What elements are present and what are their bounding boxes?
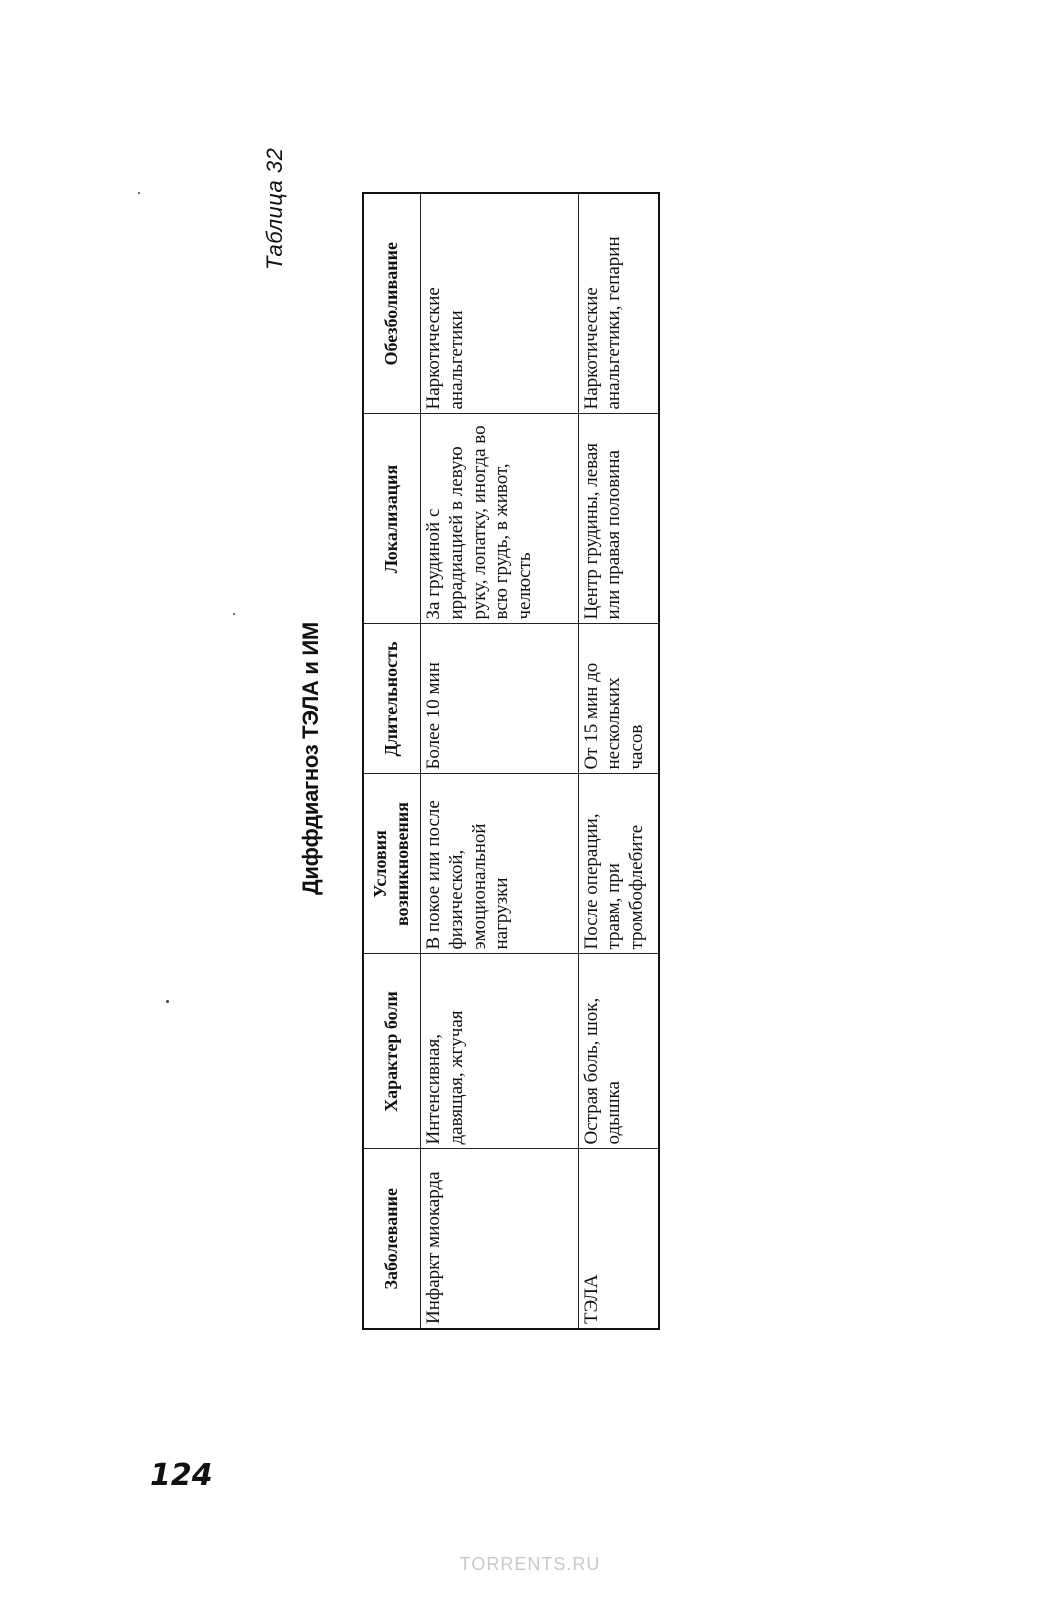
table-row bbox=[578, 193, 659, 1329]
table-header-row bbox=[363, 193, 421, 1329]
cell-disease: Инфаркт миокарда bbox=[421, 1149, 579, 1329]
cell-duration: Более 10 мин bbox=[421, 624, 579, 774]
cell-duration: От 15 мин до нескольких часов bbox=[578, 624, 659, 774]
watermark: TORRENTS.RU bbox=[459, 1554, 601, 1574]
page-number: 124 bbox=[150, 1458, 213, 1493]
table-title: Диффдиагноз ТЭЛА и ИМ bbox=[298, 622, 323, 895]
scan-speck bbox=[233, 613, 235, 615]
cell-analgesia: Наркотические анальгетики, гепарин bbox=[578, 193, 659, 414]
cell-location: За грудиной с иррадиацией в левую руку, лопатку, иногда во всю грудь, в живот, челюсть bbox=[421, 414, 579, 624]
table-row bbox=[421, 193, 579, 1329]
cell-conditions: В покое или после физической, эмоциональной нагрузки bbox=[421, 774, 579, 954]
scan-speck bbox=[138, 192, 140, 194]
diff-diagnosis-table bbox=[362, 194, 660, 1330]
cell-analgesia: Наркотические анальгетики bbox=[421, 193, 579, 414]
cell-pain: Интенсивная, давящая, жгучая bbox=[421, 954, 579, 1149]
cell-location: Центр грудины, левая или правая половина bbox=[578, 414, 659, 624]
cell-pain: Острая боль, шок, одышка bbox=[578, 954, 659, 1149]
cell-conditions: После операции, травм, при тромбофлебите bbox=[578, 774, 659, 954]
column-header-pain: Характер боли bbox=[363, 954, 421, 1149]
column-header-duration: Длительность bbox=[363, 624, 421, 774]
column-header-analgesia: Обезболивание bbox=[363, 193, 421, 414]
column-header-conditions: Условия возникновения bbox=[363, 774, 421, 954]
column-header-location: Локализация bbox=[363, 414, 421, 624]
table-label: Таблица 32 bbox=[262, 147, 287, 270]
scan-speck bbox=[166, 1000, 169, 1003]
cell-disease: ТЭЛА bbox=[578, 1149, 659, 1329]
column-header-disease: Заболевание bbox=[363, 1149, 421, 1329]
